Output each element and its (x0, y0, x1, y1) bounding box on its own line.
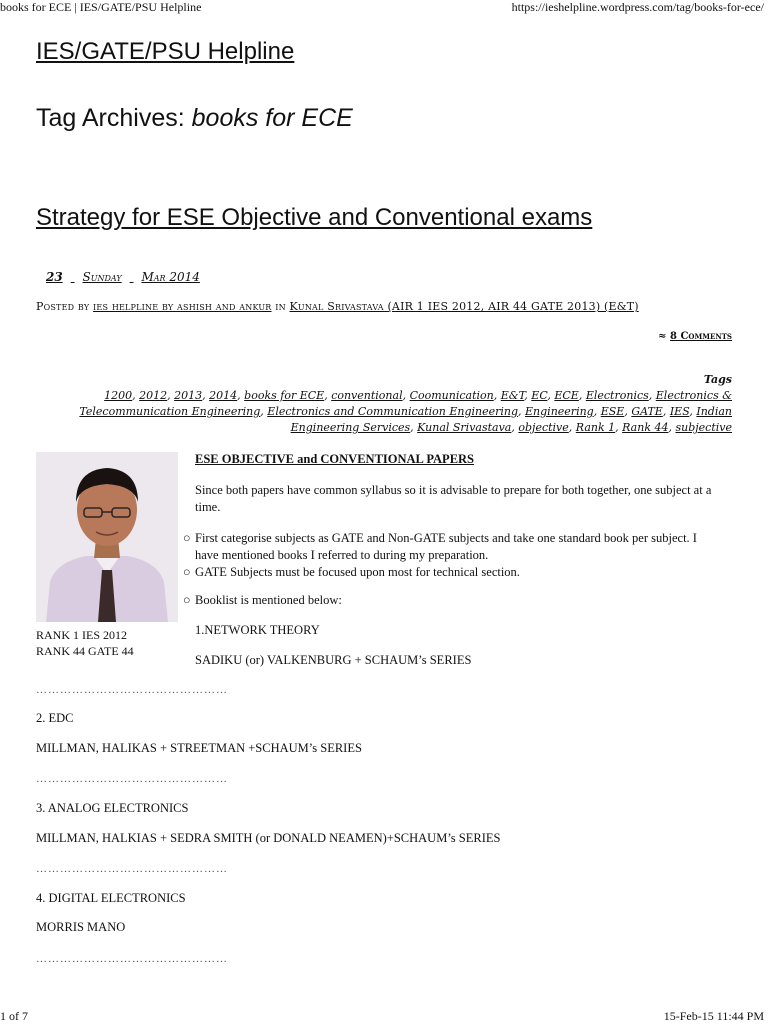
tag-separator: , (648, 389, 656, 402)
section-title: 1.NETWORK THEORY (195, 623, 320, 637)
tag-separator: , (524, 389, 532, 402)
tag-separator: , (493, 389, 501, 402)
tag-link[interactable]: ESE (600, 405, 625, 418)
byline-in: in (271, 300, 290, 313)
archive-prefix: Tag Archives: (36, 104, 192, 132)
bullet-circle-icon: ○ (183, 531, 191, 545)
site-title-link[interactable]: IES/GATE/PSU Helpline (36, 38, 295, 65)
tag-separator: , (615, 421, 623, 434)
post-byline (36, 300, 639, 313)
tag-link[interactable]: 1200 (104, 389, 133, 402)
tags-label: Tags (703, 373, 732, 386)
comments-icon: ≈ (658, 331, 670, 342)
category-link[interactable]: Kunal Srivastava (AIR 1 IES 2012, AIR 44 GATE 2013) (E&T) (289, 300, 639, 313)
tag-link[interactable]: Coomunication (409, 389, 494, 402)
tag-link[interactable]: Kunal Srivastava (417, 421, 512, 434)
tag-separator: , (324, 389, 332, 402)
tag-separator: , (624, 405, 632, 418)
byline-prefix: Posted by (36, 300, 94, 313)
caption-line: RANK 44 GATE 44 (36, 644, 134, 658)
tag-link[interactable]: 2014 (209, 389, 238, 402)
content-heading: ESE OBJECTIVE and CONVENTIONAL PAPERS (195, 452, 475, 466)
tag-link[interactable]: books for ECE (244, 389, 325, 402)
intro-paragraph: Since both papers have common syllabus so it is advisable to prepare for both together, one subject at a time. (195, 483, 712, 514)
tag-separator: , (511, 421, 519, 434)
tag-link[interactable]: E&T (500, 389, 525, 402)
tag-separator: , (518, 405, 526, 418)
tag-separator: , (662, 405, 670, 418)
bullet-text: First categorise subjects as GATE and Non-GATE subjects and take one standard book per subject. I have mentioned books I referred to during my preparation. (195, 531, 697, 562)
bullet-circle-icon: ○ (183, 593, 191, 607)
archive-tag: books for ECE (191, 104, 353, 132)
tag-separator: , (237, 389, 245, 402)
tag-link[interactable]: Electronics & Telecommunication Engineering (79, 389, 732, 418)
section-books: MILLMAN, HALKIAS + SEDRA SMITH (or DONALD NEAMEN)+SCHAUM’s SERIES (36, 831, 501, 845)
author-photo (36, 452, 178, 622)
tag-link[interactable]: Indian Engineering Services (290, 405, 732, 434)
post-date-day-link[interactable]: 23 (46, 270, 63, 284)
tag-separator: , (410, 421, 418, 434)
print-footer-page-counter: 1 of 7 (0, 1009, 28, 1023)
post-date-month-link[interactable]: Mar 2014 (141, 270, 200, 284)
post-date-weekday-link[interactable]: Sunday (82, 270, 122, 284)
tag-separator: , (689, 405, 697, 418)
comments-count (658, 331, 732, 342)
tag-separator: , (167, 389, 175, 402)
tag-separator: , (202, 389, 210, 402)
tag-link[interactable]: Rank 1 (575, 421, 616, 434)
tag-link[interactable]: Rank 44 (622, 421, 669, 434)
bullet-item (183, 592, 342, 609)
tag-link[interactable]: ECE (554, 389, 579, 402)
author-photo-illustration (36, 452, 178, 622)
post-date (46, 270, 200, 284)
dotted-separator: ………………………………………… (36, 863, 228, 875)
tag-separator: , (593, 405, 601, 418)
tag-link[interactable]: EC (531, 389, 548, 402)
tag-link[interactable]: conventional (331, 389, 403, 402)
tags-list (36, 388, 732, 436)
tag-link[interactable]: objective (518, 421, 569, 434)
date-separator (130, 270, 134, 284)
section-books: MORRIS MANO (36, 920, 126, 934)
dotted-separator: ………………………………………… (36, 953, 228, 965)
tag-separator: , (547, 389, 555, 402)
section-title: 2. EDC (36, 711, 74, 725)
archive-heading (36, 104, 353, 133)
tag-separator: , (132, 389, 140, 402)
tag-link[interactable]: GATE (631, 405, 663, 418)
photo-caption (36, 627, 134, 659)
bullet-item (183, 530, 723, 564)
tag-link[interactable]: Electronics (585, 389, 649, 402)
tag-separator: , (578, 389, 586, 402)
bullet-text: Booklist is mentioned below: (195, 593, 342, 607)
dotted-separator: ………………………………………… (36, 684, 228, 696)
tag-link[interactable]: Engineering (525, 405, 594, 418)
tag-link[interactable]: subjective (675, 421, 732, 434)
tag-separator: , (568, 421, 576, 434)
tag-separator: , (402, 389, 410, 402)
bullet-circle-icon: ○ (183, 565, 191, 579)
tag-link[interactable]: 2013 (174, 389, 203, 402)
tag-link[interactable]: Electronics and Communication Engineering (267, 405, 519, 418)
print-header-title: books for ECE | IES/GATE/PSU Helpline (0, 0, 202, 14)
tag-separator: , (668, 421, 676, 434)
tag-separator: , (260, 405, 268, 418)
dotted-separator: ………………………………………… (36, 773, 228, 785)
tag-link[interactable]: 2012 (139, 389, 168, 402)
section-books: MILLMAN, HALIKAS + STREETMAN +SCHAUM’s SERIES (36, 741, 362, 755)
caption-line: RANK 1 IES 2012 (36, 628, 128, 642)
print-footer-timestamp: 15-Feb-15 11:44 PM (663, 1009, 764, 1023)
section-books: SADIKU (or) VALKENBURG + SCHAUM’s SERIES (195, 653, 472, 667)
tag-link[interactable]: IES (669, 405, 690, 418)
bullet-text: GATE Subjects must be focused upon most for technical section. (195, 565, 520, 579)
bullet-item (183, 564, 520, 581)
comments-link[interactable]: 8 Comments (670, 331, 732, 342)
post-title-link[interactable]: Strategy for ESE Objective and Conventional exams (36, 204, 593, 231)
print-header-url: https://ieshelpline.wordpress.com/tag/books-for-ece/ (511, 0, 764, 14)
date-separator (71, 270, 75, 284)
section-title: 3. ANALOG ELECTRONICS (36, 801, 189, 815)
section-title: 4. DIGITAL ELECTRONICS (36, 891, 186, 905)
author-link[interactable]: ies helpline by ashish and ankur (93, 300, 272, 313)
